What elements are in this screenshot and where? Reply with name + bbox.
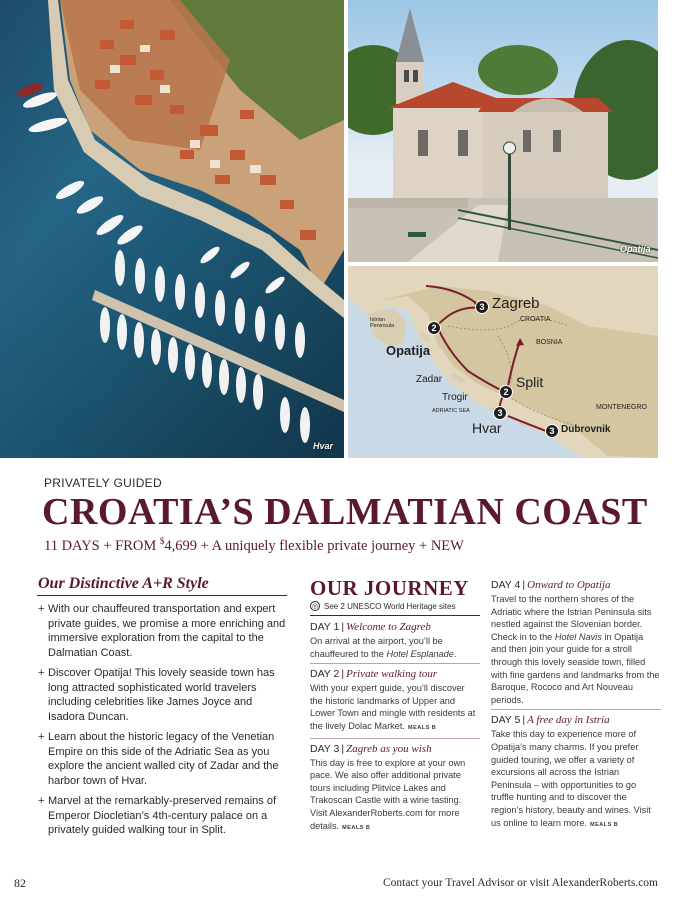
day-2: DAY 2 | Private walking tour With your expert guide, you’ll discover the historic landmarks of Upper and Lower Town and mingle with residents at the lively Dolac Market. MEALS B — [310, 667, 480, 738]
day-number: DAY 5 — [491, 714, 521, 727]
day-number: DAY 4 — [491, 579, 521, 591]
map-stop-zagreb-nights: 3 — [475, 300, 489, 314]
map-region-bosnia: BOSNIA — [536, 339, 563, 346]
map-city-dubrovnik: Dubrovnik — [561, 424, 611, 435]
opatija-church-illustration — [348, 0, 658, 262]
page-title: CROATIA’S DALMATIAN COAST — [42, 491, 648, 533]
day-body: Take this day to experience more of Opatija’s many charms. If you prefer guided touring, we offer a variety of excursions all across the Istrian Peninsula – with opportunities to go truffle hunting and to discover the region’s history, beauty and wines. Visit us online to learn more. MEALS B — [491, 729, 651, 828]
trip-summary — [44, 536, 464, 555]
opatija-photo-caption: Opatija — [620, 244, 651, 254]
footer-contact: Contact your Travel Advisor or visit AlexanderRoberts.com — [382, 877, 658, 889]
map-stop-dubrovnik-nights: 3 — [545, 424, 559, 438]
unesco-note-text: See 2 UNESCO World Heritage sites — [324, 601, 456, 611]
style-item: + With our chauffeured transportation and expert private guides, we promise a more enriching and immersive exploration from the capital to the Dalmatian Coast. — [37, 602, 287, 660]
hvar-photo — [0, 0, 344, 458]
hotel-name: Hotel Esplanade — [386, 648, 454, 659]
day-title: Zagreb as you wish — [346, 742, 432, 755]
hvar-photo-caption: Hvar — [313, 441, 334, 451]
journey-heading: OUR JOURNEY — [310, 576, 469, 600]
map-city-opatija: Opatija — [386, 343, 431, 358]
meals-label: MEALS B — [407, 724, 437, 731]
map-region-montenegro: MONTENEGRO — [596, 404, 647, 411]
map-city-zadar: Zadar — [416, 374, 443, 385]
day-number: DAY 2 — [310, 668, 340, 681]
journey-column-1 — [310, 575, 480, 840]
day-number: DAY 1 — [310, 621, 340, 633]
hvar-harbor-illustration — [0, 0, 344, 458]
trip-days: 11 DAYS + FROM — [44, 537, 160, 554]
unesco-note — [310, 601, 480, 616]
style-section — [37, 575, 287, 844]
map-city-split: Split — [516, 374, 544, 390]
map-region-croatia: CROATIA — [520, 316, 551, 323]
style-item: + Marvel at the remarkably-preserved remains of Emperor Diocletian’s 4th-century palace on a privately guided walking tour in Split. — [37, 794, 287, 838]
day-body: With your expert guide, you’ll discover the historic landmarks of Upper and Lower Town and mingle with residents at the lively Dolac Market. MEALS B — [310, 683, 476, 731]
map-region-istria: Istrian Peninsula — [370, 317, 395, 329]
day-number: DAY 3 — [310, 742, 340, 755]
hotel-name: Hotel Navis — [554, 631, 602, 642]
price-symbol: $ — [159, 536, 165, 546]
style-list — [37, 602, 287, 838]
unesco-globe-icon: ◎ — [311, 603, 319, 610]
map-stop-opatija-nights: 2 — [427, 321, 441, 335]
journey-column-2 — [491, 578, 661, 837]
day-body: This day is free to explore at your own pace. We also offer additional private tours including Plitvice Lakes and Trakoscan Castle with a wine tasting. Visit AlexanderRoberts.com for more details. MEALS B — [310, 757, 466, 831]
day-body: On arrival at the airport, you’ll be chauffeured to the Hotel Esplanade. — [310, 636, 457, 659]
day-body: Travel to the northern shores of the Adriatic where the Istrian Peninsula sits nestled against the Slovenian border. Check in to the Hotel Navis in Opatija and then join your guide for a stroll through this lovely seaside town, filled with fine gardens and landmarks from the Baroque, Rococo and Art Nouveau periods. — [491, 594, 660, 705]
map-city-trogir: Trogir — [442, 392, 468, 403]
day-5: DAY 5 | A free day in Istria Take this day to experience more of Opatija’s many charms. If you prefer guided touring, we offer a variety of excursions all across the Istrian Peninsula – with opportunities to go truffle hunting and to discover the region’s history, beauty and wines. Visit us online to learn more. MEALS B — [491, 713, 661, 834]
map-stop-hvar-nights: 3 — [493, 406, 507, 420]
day-4: DAY 4 | Onward to Opatija Travel to the northern shores of the Adriatic where the Istrian Peninsula sits nestled against the Slovenian border. Check in to the Hotel Navis in Opatija and then join your guide for a stroll through this lovely seaside town, filled with fine gardens and landmarks from the Baroque, Rococo and Art Nouveau periods. — [491, 578, 661, 710]
trip-price: 4,699 — [164, 537, 198, 554]
day-3: DAY 3 | Zagreb as you wish This day is free to explore at your own pace. We also offer additional private tours including Plitvice Lakes and Trakoscan Castle with a wine tasting. Visit AlexanderRoberts.com for more details. MEALS B — [310, 742, 480, 838]
map-city-hvar: Hvar — [472, 420, 502, 436]
style-item: + Learn about the historic legacy of the Venetian Empire on this side of the Adriatic Sea as you explore the ancient walled city of Zadar and the harbor town of Hvar. — [37, 730, 287, 788]
map-region-adriatic: ADRIATIC SEA — [432, 408, 470, 414]
page-number: 82 — [14, 876, 26, 890]
day-title: A free day in Istria — [527, 714, 610, 727]
day-title: Private walking tour — [346, 668, 438, 681]
trip-tagline: + A uniquely flexible private journey + NEW — [197, 537, 464, 554]
map-stop-split-nights: 2 — [499, 385, 513, 399]
route-map — [348, 266, 658, 458]
meals-label: MEALS B — [590, 821, 619, 828]
day-title: Onward to Opatija — [527, 579, 611, 591]
map-city-zagreb: Zagreb — [492, 295, 540, 312]
day-1: DAY 1 | Welcome to Zagreb On arrival at the airport, you’ll be chauffeured to the Hotel Esplanade. — [310, 620, 480, 664]
style-item: + Discover Opatija! This lovely seaside town has long attracted sophisticated world travelers including celebrities like James Joyce and Isadora Duncan. — [37, 666, 287, 724]
opatija-photo — [348, 0, 658, 262]
style-heading: Our Distinctive A+R Style — [37, 575, 287, 596]
day-title: Welcome to Zagreb — [346, 621, 431, 633]
eyebrow: PRIVATELY GUIDED — [44, 476, 162, 490]
meals-label: MEALS B — [342, 824, 371, 831]
